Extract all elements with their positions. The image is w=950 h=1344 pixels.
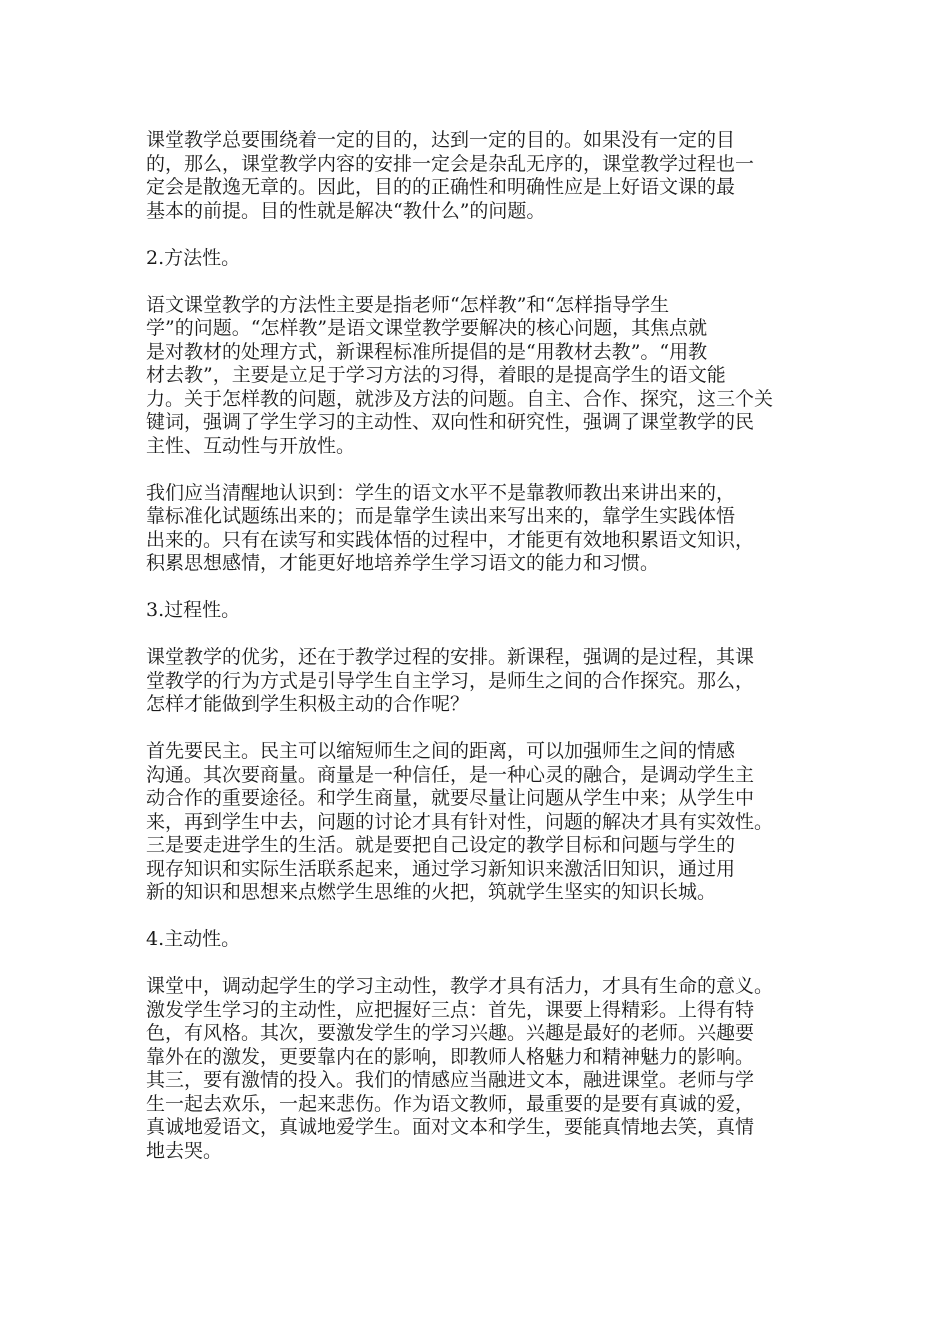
text-line: 的，那么，课堂教学内容的安排一定会是杂乱无序的，课堂教学过程也一	[146, 152, 755, 175]
text-line: 键词，强调了学生学习的主动性、双向性和研究性，强调了课堂教学的民	[146, 411, 755, 433]
text-line: 首先要民主。民主可以缩短师生之间的距离，可以加强师生之间的情感	[146, 740, 736, 762]
paragraph-method-1	[146, 294, 816, 459]
text-line: 沟通。其次要商量。商量是一种信任，是一种心灵的融合，是调动学生主	[146, 763, 755, 786]
paragraph-method-2	[146, 482, 816, 576]
section-heading-initiative: 4.主动性。	[146, 928, 241, 950]
text-line: 定会是散逸无章的。因此，目的的正确性和明确性应是上好语文课的最	[146, 176, 736, 198]
text-line: 来，再到学生中去，问题的讨论才具有针对性，问题的解决才具有实效性。	[146, 810, 774, 833]
text-line: 新的知识和思想来点燃学生思维的火把，筑就学生坚实的知识长城。	[146, 881, 717, 903]
text-line: 积累思想感情，才能更好地培养学生学习语文的能力和习惯。	[146, 552, 660, 574]
text-line: 其三，要有激情的投入。我们的情感应当融进文本，融进课堂。老师与学	[146, 1069, 755, 1091]
text-line: 地去哭。	[146, 1139, 223, 1162]
text-line: 是对教材的处理方式，新课程标准所提倡的是“用教材去教”。“用教	[146, 340, 708, 363]
text-line: 动合作的重要途径。和学生商量，就要尽量让问题从学生中来；从学生中	[146, 787, 755, 809]
text-line: 真诚地爱语文，真诚地爱学生。面对文本和学生，要能真情地去笑，真情	[146, 1116, 755, 1138]
text-line: 课堂中，调动起学生的学习主动性，教学才具有活力，才具有生命的意义。	[146, 975, 774, 997]
text-line: 色，有风格。其次，要激发学生的学习兴趣。兴趣是最好的老师。兴趣要	[146, 1022, 755, 1044]
text-line: 我们应当清醒地认识到：学生的语文水平不是靠教师教出来讲出来的，	[146, 481, 736, 504]
text-line: 出来的。只有在读写和实践体悟的过程中，才能更有效地积累语文知识，	[146, 528, 755, 551]
text-line: 学”的问题。“怎样教”是语文课堂教学要解决的核心问题，其焦点就	[146, 317, 708, 339]
text-line: 三是要走进学生的生活。就是要把自己设定的教学目标和问题与学生的	[146, 834, 736, 856]
text-line: 靠外在的激发，更要靠内在的影响，即教师人格魅力和精神魅力的影响。	[146, 1045, 755, 1068]
text-line: 主性、互动性与开放性。	[146, 434, 356, 457]
paragraph-purpose	[146, 129, 816, 223]
paragraph-initiative-1	[146, 975, 816, 1163]
text-line: 生一起去欢乐，一起来悲伤。作为语文教师，最重要的是要有真诚的爱，	[146, 1092, 755, 1115]
text-line: 现存知识和实际生活联系起来，通过学习新知识来激活旧知识，通过用	[146, 857, 736, 880]
text-line: 课堂教学总要围绕着一定的目的，达到一定的目的。如果没有一定的目	[146, 129, 736, 151]
section-heading-method: 2.方法性。	[146, 246, 241, 269]
text-line: 材去教”，主要是立足于学习方法的习得，着眼的是提高学生的语文能	[146, 364, 726, 386]
text-line: 靠标准化试题练出来的；而是靠学生读出来写出来的，靠学生实践体悟	[146, 505, 736, 527]
text-line: 激发学生学习的主动性，应把握好三点：首先，课要上得精彩。上得有特	[146, 998, 755, 1021]
text-line: 怎样才能做到学生积极主动的合作呢？	[146, 693, 470, 715]
document-page	[146, 129, 816, 1187]
text-line: 基本的前提。目的性就是解决“教什么”的问题。	[146, 199, 546, 222]
text-line: 堂教学的行为方式是引导学生自主学习，是师生之间的合作探究。那么，	[146, 669, 755, 692]
text-line: 课堂教学的优劣，还在于教学过程的安排。新课程，强调的是过程，其课	[146, 646, 755, 668]
text-line: 语文课堂教学的方法性主要是指老师“怎样教”和“怎样指导学生	[146, 293, 670, 316]
paragraph-process-1	[146, 646, 816, 717]
text-line: 力。关于怎样教的问题，就涉及方法的问题。自主、合作、探究，这三个关	[146, 387, 774, 410]
section-heading-process: 3.过程性。	[146, 599, 241, 621]
paragraph-process-2	[146, 740, 816, 905]
